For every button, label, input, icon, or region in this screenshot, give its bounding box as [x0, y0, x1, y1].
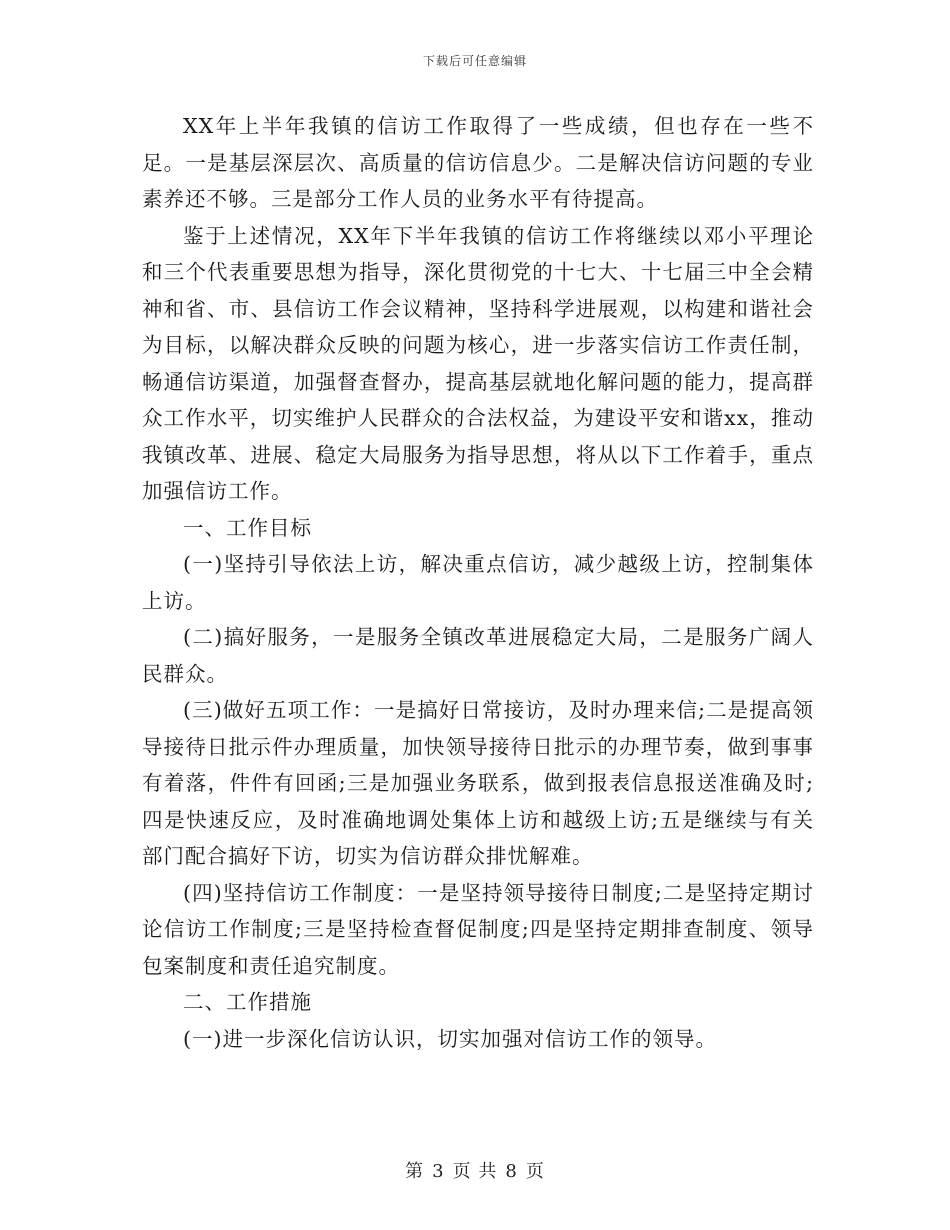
footer-total-pages: 8 [505, 1161, 518, 1182]
footer-prefix: 第 [405, 1161, 425, 1182]
footer-suffix: 页 [525, 1161, 545, 1182]
section-heading-2: 二、工作措施 [183, 990, 312, 1014]
page-header [0, 52, 950, 69]
section-heading-1: 一、工作目标 [183, 515, 312, 540]
header-note: 下载后可任意编辑 [422, 54, 527, 68]
document-body [142, 108, 814, 1057]
page-footer [0, 1157, 950, 1183]
footer-current-page: 3 [432, 1161, 445, 1182]
footer-middle: 页 共 [452, 1161, 498, 1182]
paragraph-item-3: (三)做好五项工作：一是搞好日常接访，及时办理来信;二是提高领导接待日批示件办理质量，加快领导接待日批示的办理节奏，做到事事有着落，件件有回函;三是加强业务联系，做到报表信息报送准确及时;四是快速反应，及时准确地调处集体上访和越级上访;五是继续与有关部门配合搞好下访，切实为信访群众排忧解难。 [142, 698, 814, 868]
paragraph-measure-1: (一)进一步深化信访认识，切实加强对信访工作的领导。 [183, 1026, 717, 1051]
paragraph-2: 鉴于上述情况，XX年下半年我镇的信访工作将继续以邓小平理论和三个代表重要思想为指导，深化贯彻党的十七大、十七届三中全会精神和省、市、县信访工作会议精神，坚持科学进展观，以构建和谐社会为目标，以解决群众反映的问题为核心，进一步落实信访工作责任制，畅通信访渠道，加强督查督办，提高基层就地化解问题的能力，提高群众工作水平，切实维护人民群众的合法权益，为建设平安和谐xx，推动我镇改革、进展、稳定大局服务为指导思想，将从以下工作着手，重点加强信访工作。 [142, 223, 814, 503]
paragraph-item-1: (一)坚持引导依法上访，解决重点信访，减少越级上访，控制集体上访。 [142, 552, 814, 613]
paragraph-item-4: (四)坚持信访工作制度：一是坚持领导接待日制度;二是坚持定期讨论信访工作制度;三是坚持检查督促制度;四是坚持定期排查制度、领导包案制度和责任追究制度。 [142, 880, 814, 978]
paragraph-item-2: (二)搞好服务，一是服务全镇改革进展稳定大局，二是服务广阔人民群众。 [142, 625, 814, 686]
paragraph-1: XX年上半年我镇的信访工作取得了一些成绩，但也存在一些不足。一是基层深层次、高质量的信访信息少。二是解决信访问题的专业素养还不够。三是部分工作人员的业务水平有待提高。 [142, 114, 814, 211]
